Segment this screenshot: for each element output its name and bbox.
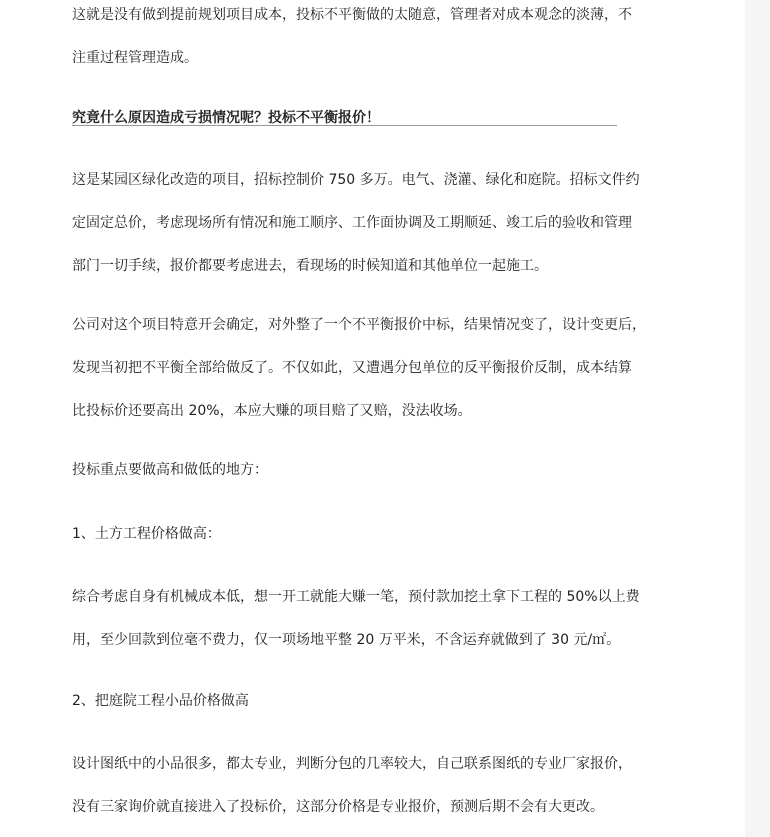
paragraph-company <box>72 304 646 433</box>
text-line: 2、把庭院工程小品价格做高 <box>72 693 249 709</box>
text-line: 设计图纸中的小品很多，都太专业，判断分包的几率较大，自己联系图纸的专业厂家报价， <box>72 756 632 772</box>
text-line: 这是某园区绿化改造的项目，招标控制价 750 多万。电气、浇灌、绿化和庭院。招标文件约 <box>72 172 640 188</box>
text-line: 注重过程管理造成。 <box>72 50 198 66</box>
text-line: 比投标价还要高出 20%，本应大赚的项目赔了又赔，没法收场。 <box>72 403 472 419</box>
text-line: 这就是没有做到提前规划项目成本，投标不平衡做的太随意，管理者对成本观念的淡薄，不 <box>72 7 632 23</box>
text-line: 用，至少回款到位毫不费力，仅一项场地平整 20 万平米，不含运弃就做到了 30 元/㎡。 <box>72 632 621 648</box>
item1-title <box>72 513 632 556</box>
item1-body <box>72 576 640 662</box>
text-line: 综合考虑自身有机械成本低，想一开工就能大赚一笔，预付款加挖土拿下工程的 50%以上费 <box>72 589 640 605</box>
section-heading: 究竟什么原因造成亏损情况呢？投标不平衡报价！ <box>72 98 617 126</box>
text-line: 公司对这个项目特意开会确定，对外整了一个不平衡报价中标，结果情况变了，设计变更后， <box>72 317 646 333</box>
paragraph-project <box>72 159 640 288</box>
text-line: 部门一切手续，报价都要考虑进去，看现场的时候知道和其他单位一起施工。 <box>72 258 548 274</box>
intro-paragraph <box>72 0 632 80</box>
paragraph-key-points <box>72 449 632 492</box>
text-line: 1、土方工程价格做高： <box>72 526 221 542</box>
text-line: 发现当初把不平衡全部给做反了。不仅如此，又遭遇分包单位的反平衡报价反制，成本结算 <box>72 360 632 376</box>
text-line: 没有三家询价就直接进入了投标价，这部分价格是专业报价，预测后期不会有大更改。 <box>72 799 604 815</box>
text-line: 定固定总价，考虑现场所有情况和施工顺序、工作面协调及工期顺延、竣工后的验收和管理 <box>72 215 632 231</box>
item2-title <box>72 680 632 723</box>
text-line: 投标重点要做高和做低的地方： <box>72 462 268 478</box>
item2-body <box>72 743 632 829</box>
